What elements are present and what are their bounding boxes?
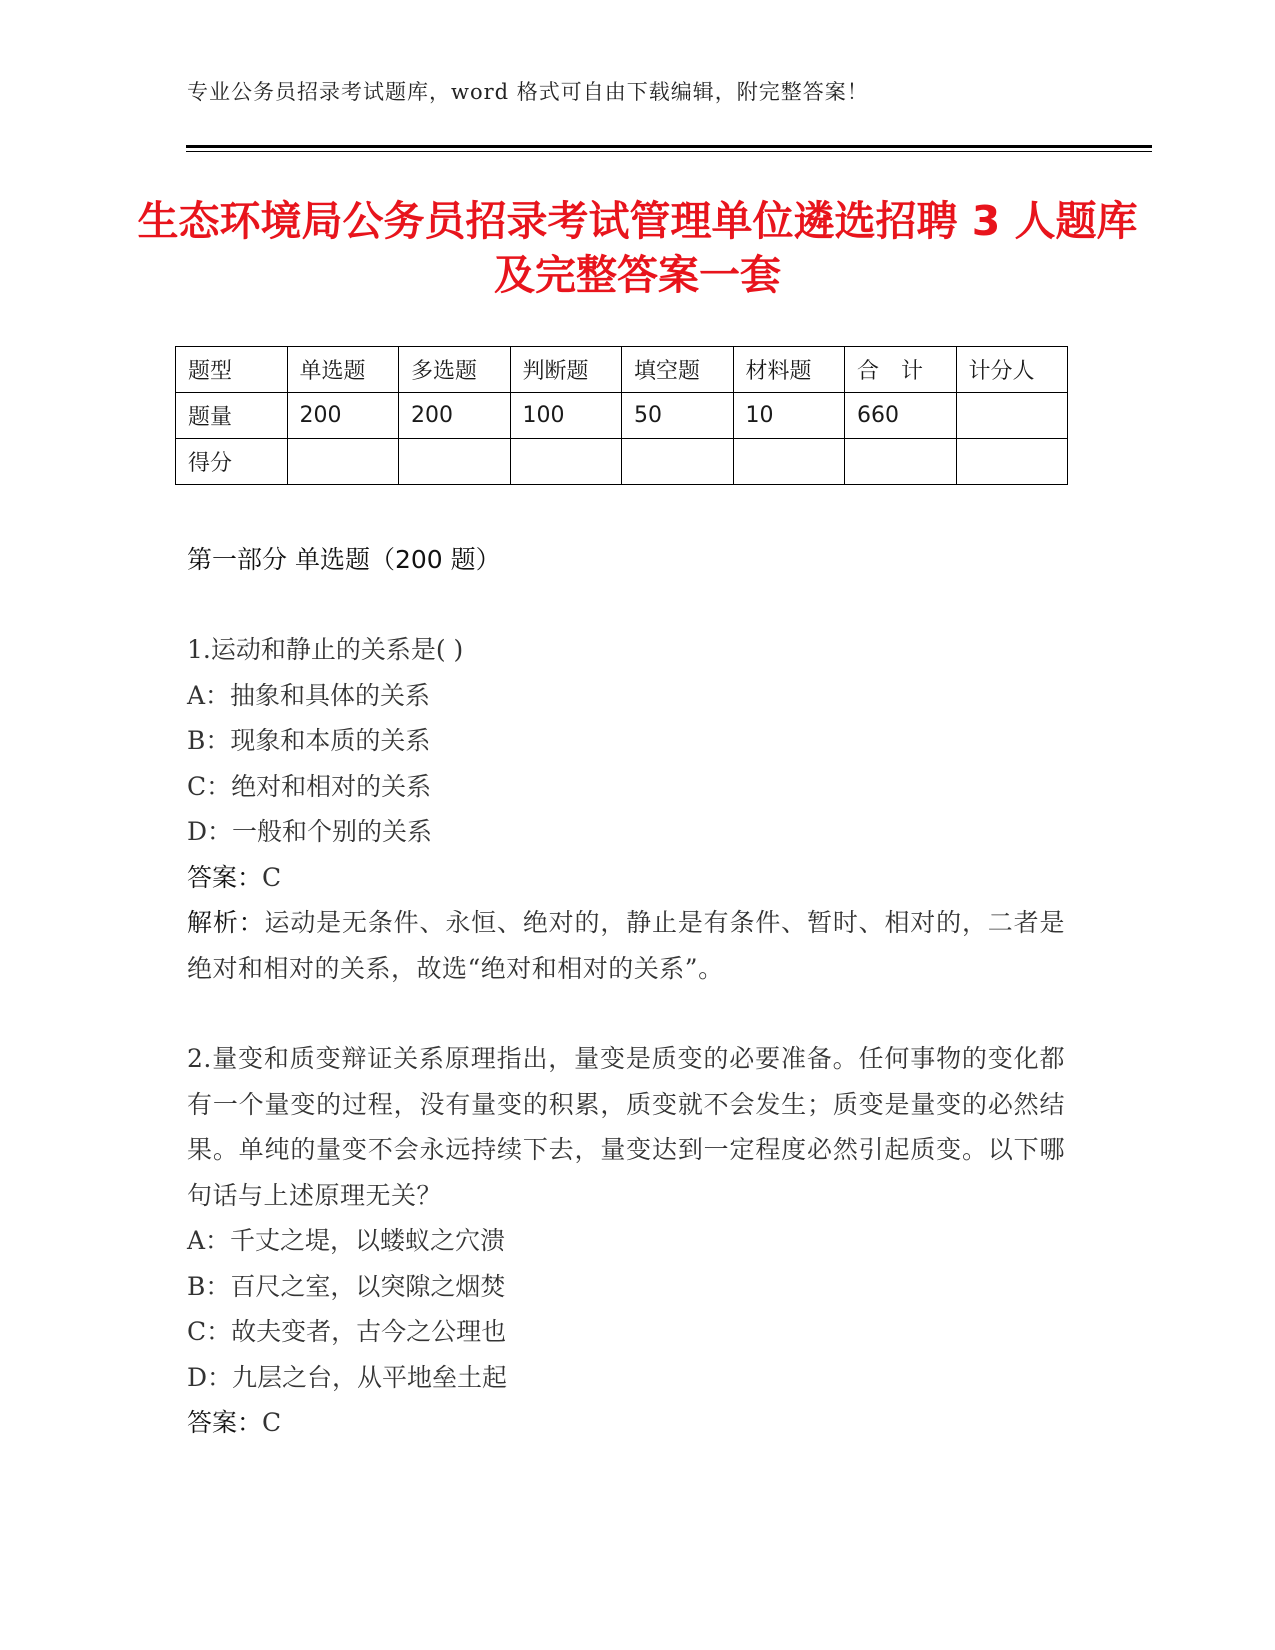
document-title: 生态环境局公务员招录考试管理单位遴选招聘 3 人题库及完整答案一套 <box>137 197 1138 299</box>
answer-value: C <box>262 1408 282 1437</box>
table-cell <box>287 439 399 485</box>
question-stem: 2.量变和质变辩证关系原理指出，量变是质变的必要准备。任何事物的变化都有一个量变的过程，没有量变的积累，质变就不会发生；质变是量变的必然结果。单纯的量变不会永远持续下去，量变达到一定程度必然引起质变。以下哪句话与上述原理无关？ <box>187 1044 1065 1210</box>
score-table-score-row <box>176 439 1068 485</box>
table-cell: 得分 <box>176 439 288 485</box>
table-cell <box>845 439 957 485</box>
table-cell: 合 计 <box>845 347 957 393</box>
question-1 <box>187 627 1065 991</box>
table-cell: 题型 <box>176 347 288 393</box>
answer-value: C <box>262 862 282 892</box>
table-cell: 660 <box>845 393 957 439</box>
question-gap <box>187 991 1065 1036</box>
answer-line <box>187 855 1065 901</box>
analysis-text: 运动是无条件、永恒、绝对的，静止是有条件、暂时、相对的，二者是绝对和相对的关系，故选“绝对和相对的关系”。 <box>187 908 1065 983</box>
option-b: B：现象和本质的关系 <box>187 726 431 755</box>
question-list <box>187 627 1065 1446</box>
table-cell: 判断题 <box>510 347 622 393</box>
option-c: C：故夫变者，古今之公理也 <box>187 1317 507 1346</box>
header-rule-thin <box>186 151 1152 152</box>
table-cell: 200 <box>287 393 399 439</box>
question-stem: 1.运动和静止的关系是( ) <box>187 635 464 664</box>
answer-line <box>187 1400 1065 1446</box>
table-cell <box>956 393 1068 439</box>
table-cell: 50 <box>622 393 734 439</box>
answer-label: 答案： <box>187 1408 263 1437</box>
section-title: 第一部分 单选题（200 题） <box>187 545 501 574</box>
option-d: D：九层之台，从平地垒土起 <box>187 1362 508 1392</box>
table-cell <box>399 439 511 485</box>
option-b: B：百尺之室，以突隙之烟焚 <box>187 1271 506 1301</box>
table-cell <box>956 439 1068 485</box>
answer-label: 答案： <box>187 862 263 892</box>
table-cell: 填空题 <box>622 347 734 393</box>
table-cell: 10 <box>733 393 845 439</box>
table-cell <box>622 439 734 485</box>
option-d: D：一般和个别的关系 <box>187 817 433 846</box>
table-cell: 200 <box>399 393 511 439</box>
option-a: A：抽象和具体的关系 <box>187 680 431 710</box>
header-rule-thick <box>186 145 1152 148</box>
option-a: A：千丈之堤，以蝼蚁之穴溃 <box>187 1226 506 1255</box>
table-cell: 100 <box>510 393 622 439</box>
table-cell: 题量 <box>176 393 288 439</box>
table-cell: 多选题 <box>399 347 511 393</box>
header-note: 专业公务员招录考试题库，word 格式可自由下载编辑，附完整答案！ <box>187 80 869 104</box>
score-table-header-row <box>176 347 1068 393</box>
score-table <box>175 346 1068 485</box>
table-cell: 计分人 <box>956 347 1068 393</box>
table-cell: 材料题 <box>733 347 845 393</box>
table-cell <box>510 439 622 485</box>
analysis-line <box>187 900 1065 991</box>
question-2 <box>187 1036 1065 1446</box>
table-cell <box>733 439 845 485</box>
option-c: C：绝对和相对的关系 <box>187 771 432 801</box>
score-table-count-row <box>176 393 1068 439</box>
table-cell: 单选题 <box>287 347 399 393</box>
analysis-label: 解析： <box>187 908 265 937</box>
